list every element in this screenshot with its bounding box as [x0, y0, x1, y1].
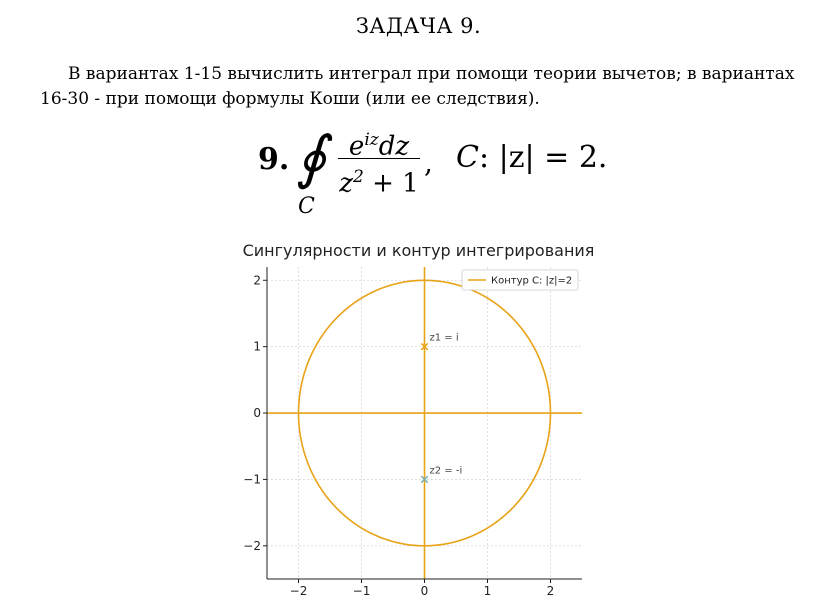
y-tick-label: −1 [243, 472, 261, 487]
denominator-base: z [339, 168, 353, 199]
contour-integral-symbol: ∮ [296, 123, 327, 191]
y-tick-label: −2 [243, 538, 261, 553]
x-tick-label: 1 [483, 584, 492, 598]
y-tick-label: 2 [253, 273, 261, 288]
x-tick-label: −1 [352, 584, 371, 598]
formula-number: 9. [258, 142, 290, 177]
denominator-exponent: 2 [353, 167, 364, 187]
x-tick-label: −2 [289, 584, 308, 598]
numerator-exponent: iz [364, 130, 379, 150]
singularity-label-2: z2 = -i [429, 465, 463, 477]
denominator-rest: + 1 [363, 168, 419, 199]
contour-label: C [456, 140, 479, 175]
chart-title: Сингулярности и контур интегрирования [242, 241, 595, 260]
task-statement-text: В вариантах 1-15 вычислить интеграл при помощи теории вычетов; в вариантах 16-30 - при помощи формулы Коши (или ее следствия). [40, 64, 795, 109]
x-tick-label: 2 [546, 584, 555, 598]
y-tick-label: 0 [253, 406, 261, 421]
task-title: ЗАДАЧА 9. [355, 14, 482, 38]
x-tick-label: 0 [420, 584, 429, 598]
y-tick-label: 1 [253, 339, 261, 354]
numerator-differential: dz [378, 131, 410, 162]
singularity-label-1: z1 = i [429, 332, 459, 344]
contour-subscript: C [298, 194, 315, 219]
numerator-base: e [348, 131, 365, 162]
legend-label: Контур C: |z|=2 [491, 275, 573, 287]
formula-comma: , [424, 146, 433, 179]
contour-condition: : |z| = 2. [478, 140, 608, 175]
